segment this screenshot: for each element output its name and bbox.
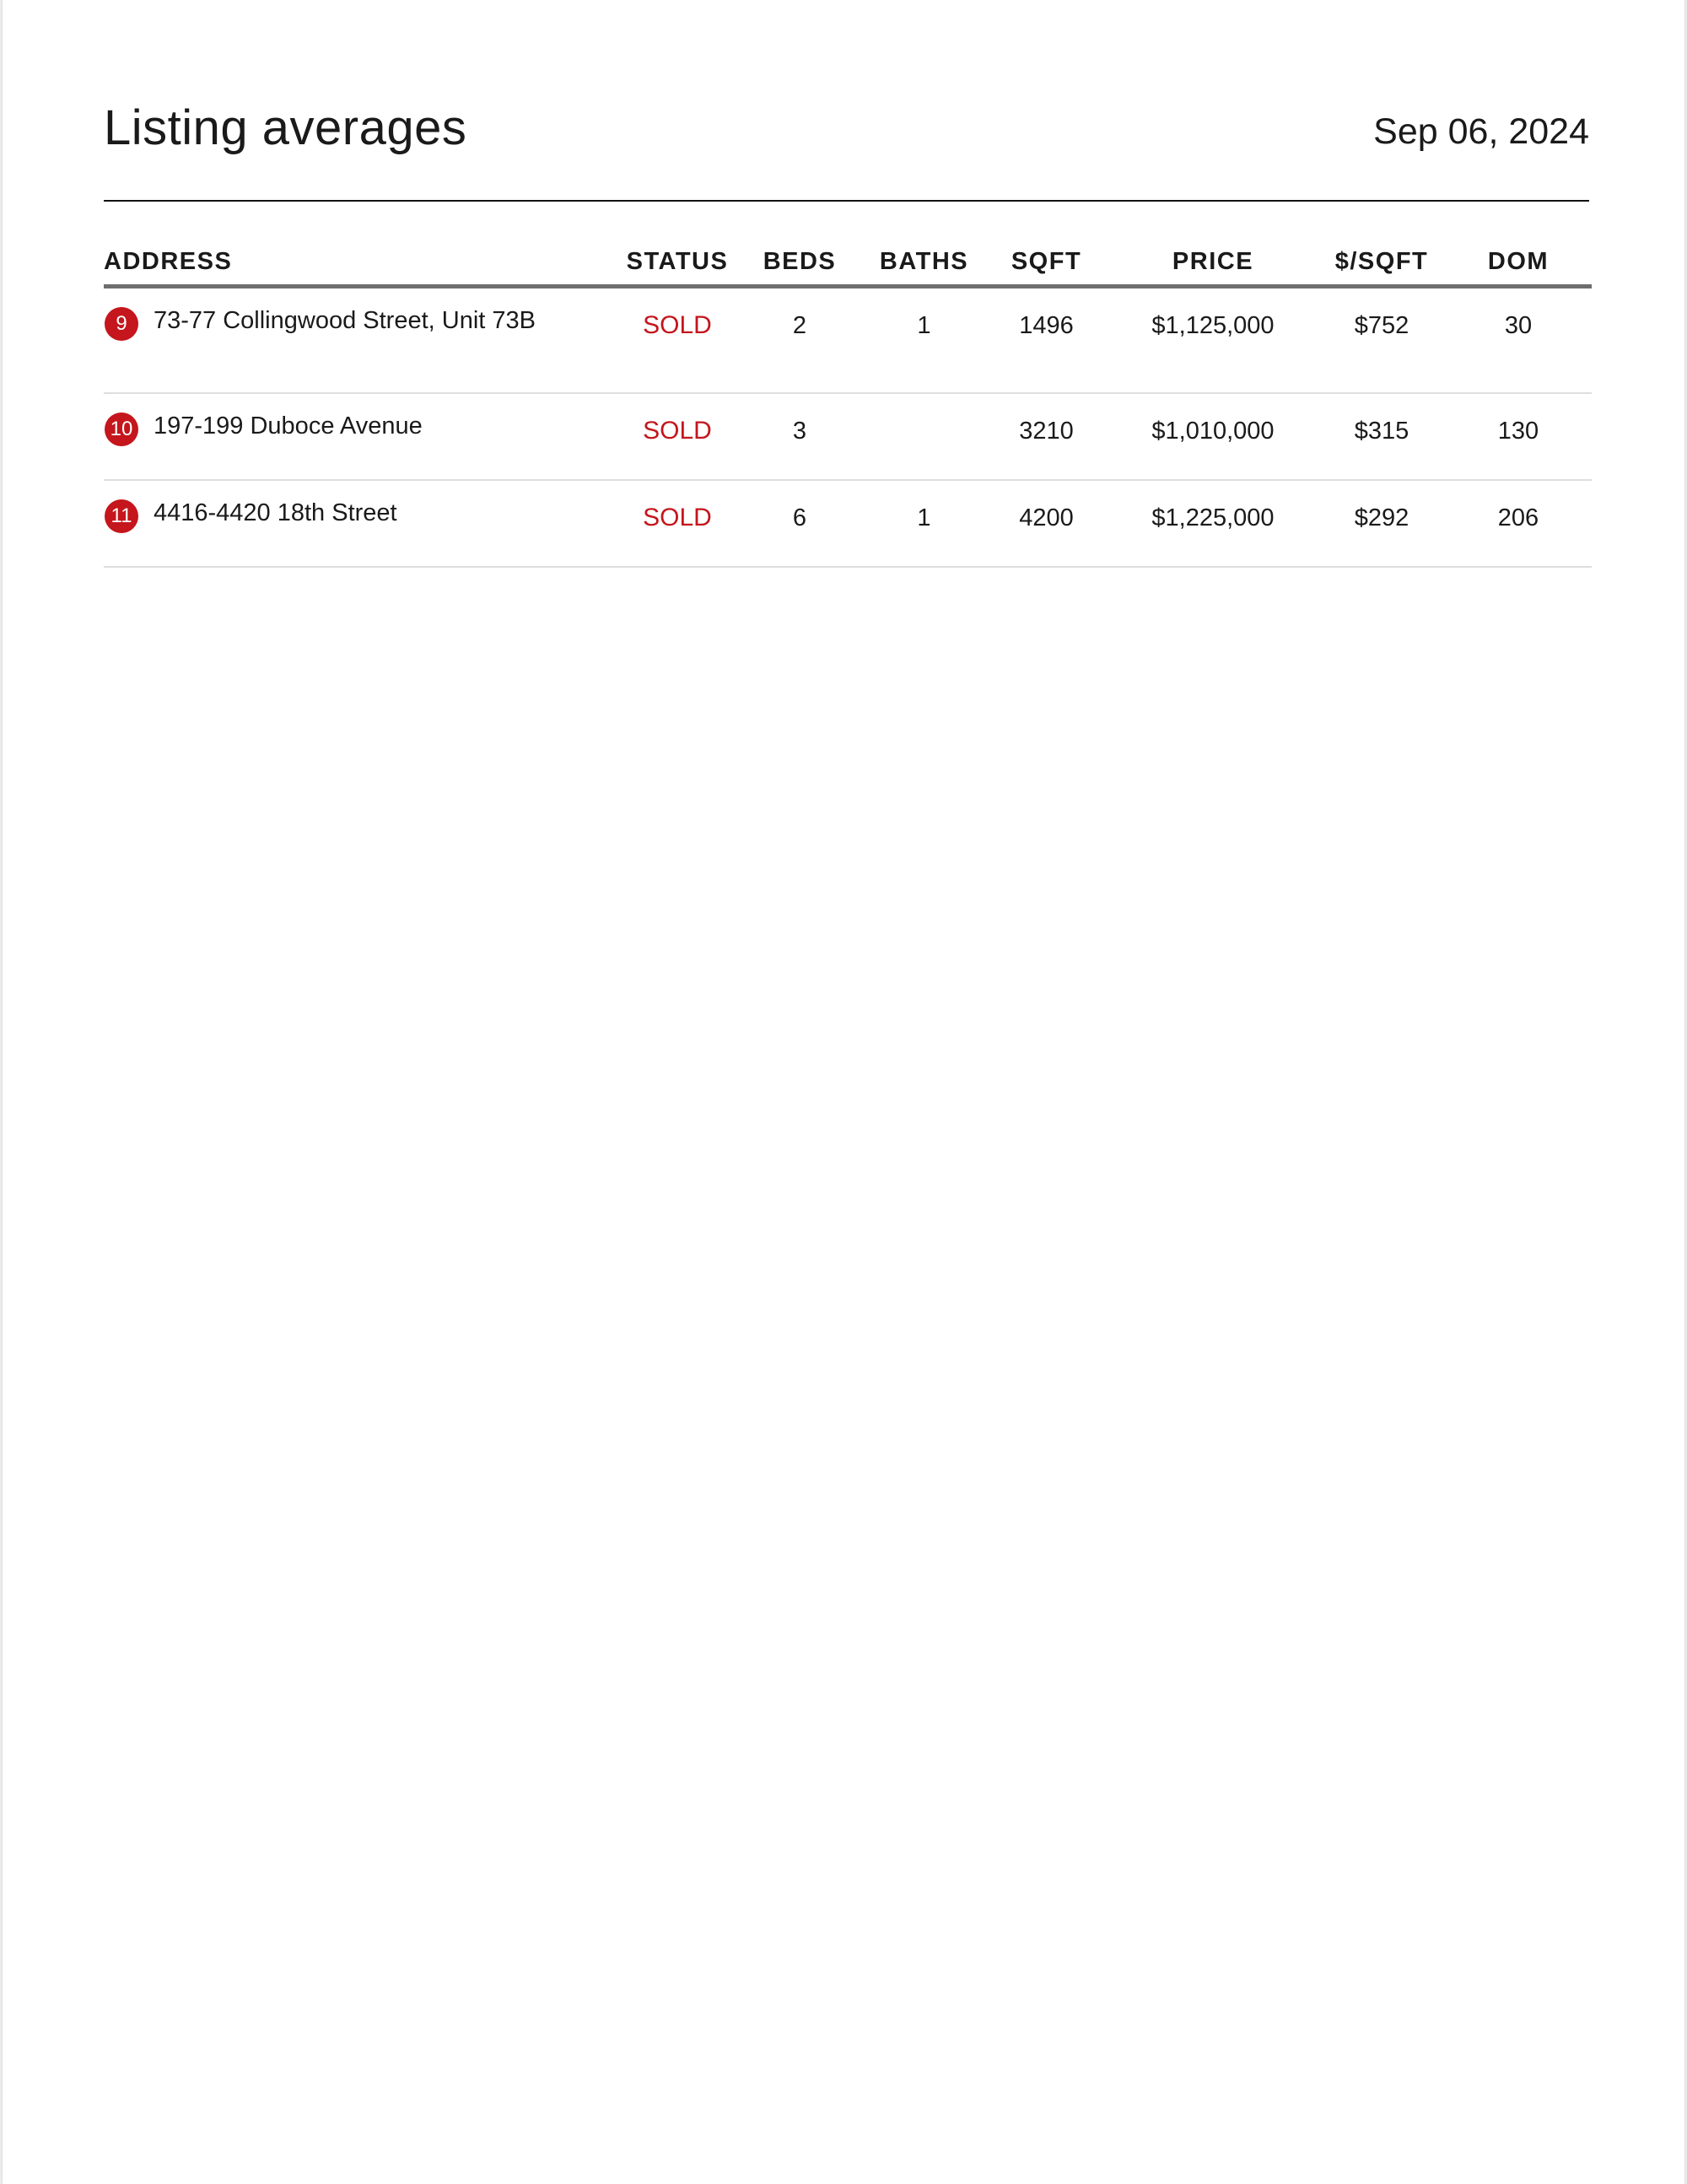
- price-per-sqft-cell: [1318, 287, 1445, 394]
- sqft-cell: [985, 287, 1108, 394]
- map-marker-icon: 11: [105, 499, 138, 533]
- beds-value: 3: [792, 418, 807, 445]
- column-header-address: ADDRESS: [104, 238, 618, 287]
- baths-value: 1: [917, 312, 931, 339]
- price-value: $1,010,000: [1151, 418, 1275, 445]
- sqft-value: 1496: [1019, 312, 1074, 339]
- beds-cell: [736, 287, 863, 394]
- beds-value: 6: [792, 504, 807, 531]
- sqft-cell: [985, 393, 1108, 480]
- column-header-baths: BATHS: [863, 238, 985, 287]
- page-header: [104, 100, 1589, 201]
- baths-cell: [863, 393, 985, 480]
- baths-value: 1: [917, 504, 931, 531]
- status-text: SOLD: [643, 311, 712, 339]
- header-divider: [104, 200, 1589, 202]
- price-per-sqft-value: $315: [1354, 418, 1409, 445]
- dom-value: 206: [1497, 504, 1539, 531]
- listings-table: [104, 238, 1592, 568]
- sqft-value: 3210: [1019, 418, 1074, 445]
- table-row: [104, 393, 1592, 480]
- column-header-dom: DOM: [1445, 238, 1592, 287]
- column-header-price-per-sqft: $/SQFT: [1318, 238, 1445, 287]
- address-text: 197-199 Duboce Avenue: [154, 413, 423, 439]
- sqft-cell: [985, 480, 1108, 567]
- column-header-beds: BEDS: [736, 238, 863, 287]
- status-cell: [618, 287, 736, 394]
- price-value: $1,225,000: [1151, 504, 1275, 531]
- price-per-sqft-value: $292: [1354, 504, 1409, 531]
- beds-value: 2: [792, 312, 807, 339]
- beds-cell: [736, 480, 863, 567]
- status-cell: [618, 393, 736, 480]
- address-cell: [104, 393, 618, 480]
- baths-cell: [863, 480, 985, 567]
- address-text: 4416-4420 18th Street: [154, 499, 397, 526]
- price-per-sqft-cell: [1318, 393, 1445, 480]
- price-value: $1,125,000: [1151, 312, 1275, 339]
- dom-cell: [1445, 287, 1592, 394]
- price-cell: [1108, 480, 1318, 567]
- table-row: [104, 287, 1592, 394]
- map-marker-icon: 10: [105, 413, 138, 446]
- column-header-status: STATUS: [618, 238, 736, 287]
- table-row: [104, 480, 1592, 567]
- dom-cell: [1445, 393, 1592, 480]
- report-page: [3, 0, 1684, 2184]
- dom-value: 30: [1504, 312, 1533, 339]
- address-text: 73-77 Collingwood Street, Unit 73B: [154, 307, 536, 334]
- price-cell: [1108, 393, 1318, 480]
- sqft-value: 4200: [1019, 504, 1074, 531]
- status-text: SOLD: [643, 417, 712, 445]
- report-date: Sep 06, 2024: [1373, 111, 1589, 152]
- map-marker-icon: 9: [105, 307, 138, 341]
- price-per-sqft-cell: [1318, 480, 1445, 567]
- status-cell: [618, 480, 736, 567]
- beds-cell: [736, 393, 863, 480]
- page-title: Listing averages: [104, 100, 467, 155]
- dom-value: 130: [1497, 418, 1539, 445]
- address-cell: [104, 480, 618, 567]
- table-header-row: [104, 238, 1592, 287]
- status-text: SOLD: [643, 504, 712, 531]
- column-header-sqft: SQFT: [985, 238, 1108, 287]
- price-cell: [1108, 287, 1318, 394]
- dom-cell: [1445, 480, 1592, 567]
- column-header-price: PRICE: [1108, 238, 1318, 287]
- baths-cell: [863, 287, 985, 394]
- address-cell: [104, 287, 618, 394]
- price-per-sqft-value: $752: [1354, 312, 1409, 339]
